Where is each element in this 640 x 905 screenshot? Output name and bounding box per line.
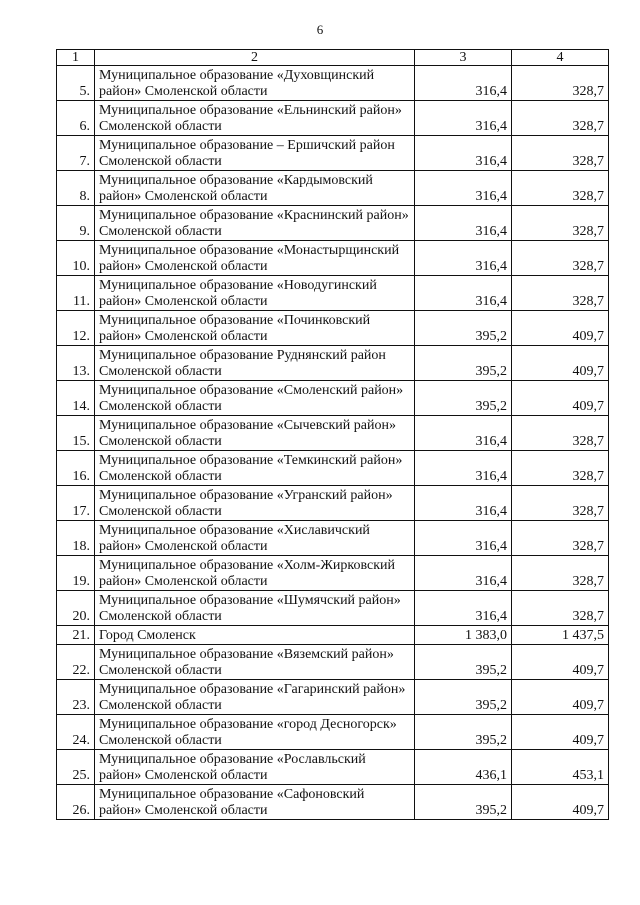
row-value-4: 409,7 <box>512 645 609 680</box>
row-value-3: 316,4 <box>415 206 512 241</box>
row-value-3: 316,4 <box>415 556 512 591</box>
row-value-3: 316,4 <box>415 136 512 171</box>
row-number: 7. <box>57 136 95 171</box>
table-row <box>57 136 609 171</box>
table-row <box>57 416 609 451</box>
row-number: 17. <box>57 486 95 521</box>
table-row <box>57 486 609 521</box>
table-row <box>57 171 609 206</box>
row-value-3: 395,2 <box>415 785 512 820</box>
row-value-4: 328,7 <box>512 241 609 276</box>
table-row <box>57 626 609 645</box>
table-row <box>57 346 609 381</box>
row-number: 8. <box>57 171 95 206</box>
table-row <box>57 241 609 276</box>
row-name: Муниципальное образование «Угранский район» Смоленской области <box>95 486 415 521</box>
row-value-3: 316,4 <box>415 486 512 521</box>
row-value-3: 316,4 <box>415 276 512 311</box>
table-row <box>57 750 609 785</box>
row-value-3: 316,4 <box>415 591 512 626</box>
row-value-3: 316,4 <box>415 171 512 206</box>
table-row <box>57 715 609 750</box>
row-name: Муниципальное образование «город Десногорск» Смоленской области <box>95 715 415 750</box>
data-table <box>56 49 609 820</box>
row-name: Муниципальное образование «Новодугинский район» Смоленской области <box>95 276 415 311</box>
row-value-4: 328,7 <box>512 171 609 206</box>
row-value-3: 316,4 <box>415 416 512 451</box>
row-value-4: 409,7 <box>512 346 609 381</box>
row-value-4: 328,7 <box>512 416 609 451</box>
row-number: 16. <box>57 451 95 486</box>
row-value-4: 328,7 <box>512 101 609 136</box>
row-name: Муниципальное образование «Гагаринский район» Смоленской области <box>95 680 415 715</box>
table-row <box>57 785 609 820</box>
row-value-4: 328,7 <box>512 206 609 241</box>
row-value-3: 316,4 <box>415 451 512 486</box>
row-name: Муниципальное образование «Холм-Жирковский район» Смоленской области <box>95 556 415 591</box>
row-value-4: 409,7 <box>512 715 609 750</box>
row-number: 14. <box>57 381 95 416</box>
row-name: Муниципальное образование «Шумячский район» Смоленской области <box>95 591 415 626</box>
row-name: Муниципальное образование «Починковский район» Смоленской области <box>95 311 415 346</box>
row-value-3: 395,2 <box>415 311 512 346</box>
row-number: 22. <box>57 645 95 680</box>
row-number: 15. <box>57 416 95 451</box>
row-name: Муниципальное образование «Рославльский район» Смоленской области <box>95 750 415 785</box>
row-number: 12. <box>57 311 95 346</box>
row-name: Муниципальное образование «Ельнинский район» Смоленской области <box>95 101 415 136</box>
row-value-3: 395,2 <box>415 346 512 381</box>
row-value-4: 409,7 <box>512 680 609 715</box>
row-value-3: 1 383,0 <box>415 626 512 645</box>
row-value-3: 316,4 <box>415 521 512 556</box>
row-value-3: 395,2 <box>415 715 512 750</box>
row-number: 6. <box>57 101 95 136</box>
row-number: 21. <box>57 626 95 645</box>
row-number: 24. <box>57 715 95 750</box>
row-name: Муниципальное образование «Кардымовский район» Смоленской области <box>95 171 415 206</box>
page-number: 6 <box>316 22 324 37</box>
table-row <box>57 381 609 416</box>
row-number: 25. <box>57 750 95 785</box>
row-number: 23. <box>57 680 95 715</box>
row-number: 13. <box>57 346 95 381</box>
row-name: Муниципальное образование Руднянский район Смоленской области <box>95 346 415 381</box>
table-row <box>57 521 609 556</box>
row-value-3: 316,4 <box>415 66 512 101</box>
row-name: Муниципальное образование «Монастырщинский район» Смоленской области <box>95 241 415 276</box>
row-value-4: 328,7 <box>512 136 609 171</box>
row-value-3: 436,1 <box>415 750 512 785</box>
table-row <box>57 645 609 680</box>
row-number: 26. <box>57 785 95 820</box>
row-value-3: 316,4 <box>415 241 512 276</box>
row-value-4: 328,7 <box>512 591 609 626</box>
row-number: 20. <box>57 591 95 626</box>
column-header-number: 1 <box>57 50 95 66</box>
row-value-4: 328,7 <box>512 556 609 591</box>
row-name: Муниципальное образование «Краснинский район» Смоленской области <box>95 206 415 241</box>
row-value-4: 328,7 <box>512 451 609 486</box>
row-value-3: 395,2 <box>415 645 512 680</box>
column-header-name: 2 <box>95 50 415 66</box>
row-name: Муниципальное образование «Смоленский район» Смоленской области <box>95 381 415 416</box>
row-value-4: 328,7 <box>512 276 609 311</box>
table-row <box>57 680 609 715</box>
table-row <box>57 591 609 626</box>
table-row <box>57 101 609 136</box>
row-value-4: 328,7 <box>512 521 609 556</box>
column-header-value-4: 4 <box>512 50 609 66</box>
row-name: Муниципальное образование «Хиславичский район» Смоленской области <box>95 521 415 556</box>
table-row <box>57 556 609 591</box>
row-number: 18. <box>57 521 95 556</box>
row-value-4: 453,1 <box>512 750 609 785</box>
table-row <box>57 276 609 311</box>
row-name: Муниципальное образование «Вяземский район» Смоленской области <box>95 645 415 680</box>
row-name: Муниципальное образование «Темкинский район» Смоленской области <box>95 451 415 486</box>
column-header-value-3: 3 <box>415 50 512 66</box>
table-header-row <box>57 50 609 66</box>
row-value-4: 328,7 <box>512 66 609 101</box>
row-value-3: 395,2 <box>415 381 512 416</box>
row-value-4: 409,7 <box>512 785 609 820</box>
row-value-3: 395,2 <box>415 680 512 715</box>
row-number: 11. <box>57 276 95 311</box>
row-name: Муниципальное образование – Ершичский район Смоленской области <box>95 136 415 171</box>
row-number: 10. <box>57 241 95 276</box>
row-value-4: 1 437,5 <box>512 626 609 645</box>
row-value-4: 409,7 <box>512 311 609 346</box>
table-row <box>57 66 609 101</box>
row-value-4: 328,7 <box>512 486 609 521</box>
table-row <box>57 451 609 486</box>
row-value-3: 316,4 <box>415 101 512 136</box>
table-row <box>57 311 609 346</box>
row-name: Город Смоленск <box>95 626 415 645</box>
table-row <box>57 206 609 241</box>
row-number: 9. <box>57 206 95 241</box>
row-number: 19. <box>57 556 95 591</box>
row-name: Муниципальное образование «Сафоновский район» Смоленской области <box>95 785 415 820</box>
row-name: Муниципальное образование «Сычевский район» Смоленской области <box>95 416 415 451</box>
row-name: Муниципальное образование «Духовщинский район» Смоленской области <box>95 66 415 101</box>
row-value-4: 409,7 <box>512 381 609 416</box>
row-number: 5. <box>57 66 95 101</box>
